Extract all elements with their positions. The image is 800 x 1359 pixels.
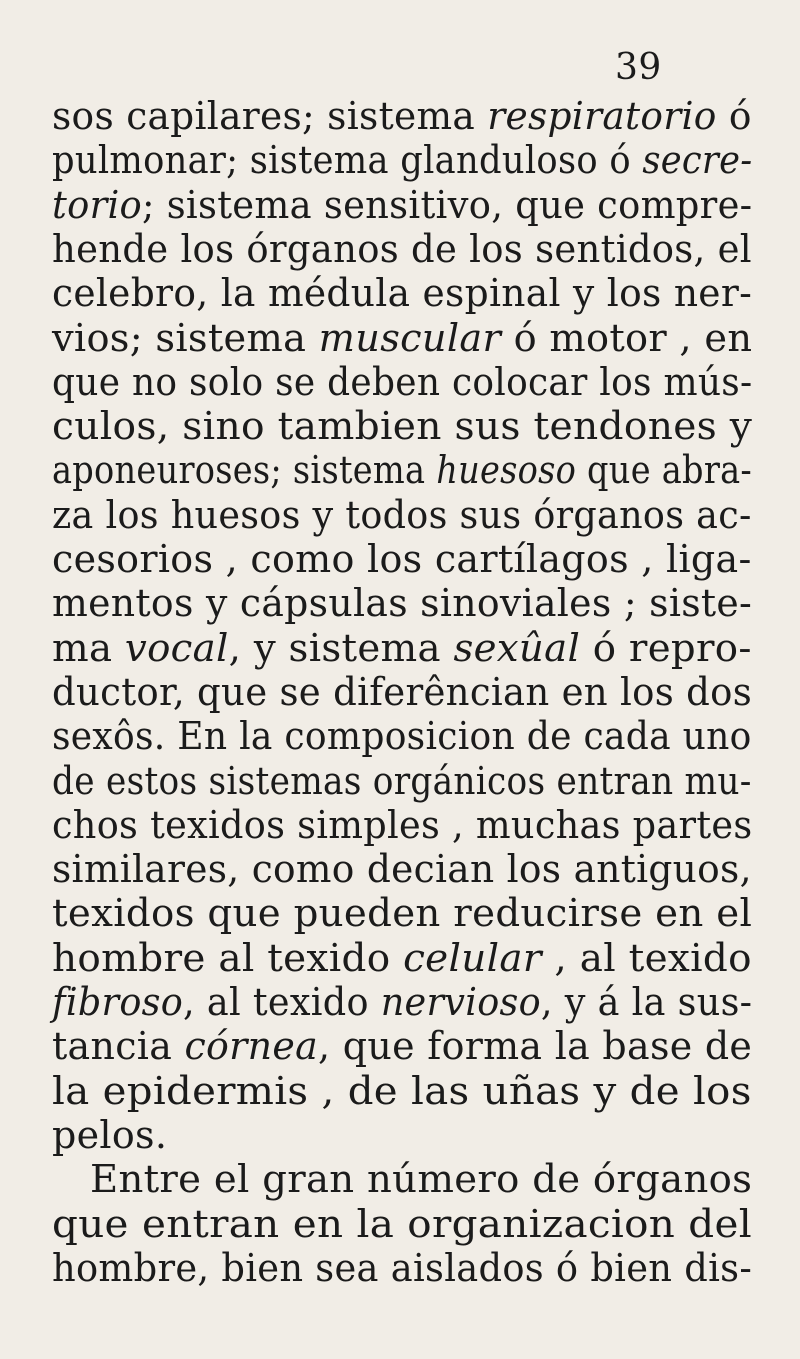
italic-term: sexûal [453,625,581,670]
text-segment: hende los órganos de los sentidos, el [52,226,752,271]
text-segment: , y sistema [228,625,454,670]
text-segment: chos texidos simples , muchas partes [52,802,753,847]
text-segment: aponeuroses; sistema [52,448,437,493]
text-segment: que entran en la organizacion del [52,1201,752,1246]
text-segment: , al texido [541,935,752,980]
text-segment: tancia [52,1024,185,1069]
text-segment: similares, como decian los antiguos, [52,847,752,892]
italic-term: respiratorio [487,94,717,138]
italic-term: torio [52,182,143,227]
italic-term: vocal [124,625,229,670]
text-segment: hombre, bien sea aislados ó bien dis- [52,1245,753,1290]
text-segment: ó motor , en [501,315,753,360]
text-segment: , que forma la base de [318,1024,753,1069]
text-segment: la epidermis , de las uñas y de los [52,1068,752,1113]
italic-term: secre- [642,138,753,183]
text-line [52,1242,752,1294]
text-segment: ma [52,625,125,670]
italic-term: fibroso [52,980,184,1024]
text-segment: mentos y cápsulas sinoviales ; siste- [52,581,753,626]
text-segment: so [52,94,95,138]
text-segment: cesorios , como los cartílagos , liga- [52,537,752,581]
text-segment: vios; sistema [52,315,319,360]
text-segment: texidos que pueden reducirse en el [52,891,753,936]
italic-term: muscular [318,315,502,360]
italic-term: nervioso [380,980,541,1024]
text-segment: ductor, que se diferêncian en los dos [52,669,753,714]
text-segment: que no solo se deben colocar los mús- [52,359,753,404]
text-segment: ó [716,94,752,138]
text-segment: ó repro- [580,625,752,670]
text-segment: Entre el gran número de órganos [90,1157,753,1202]
text-segment: za los huesos y todos sus órganos ac- [52,492,752,537]
text-segment: que abra- [576,448,753,493]
text-segment: pelos. [52,1112,168,1157]
page-number: 39 [615,47,662,88]
italic-term: celular [403,935,542,980]
text-segment: pulmonar; sistema glanduloso ó [52,138,643,183]
text-segment: culos, sino tambien sus tendones y [52,404,753,449]
text-segment: ; sistema sensitivo, que compre- [142,182,753,227]
italic-term: huesoso [436,448,577,493]
text-segment: s capilares; sistema [94,94,488,138]
text-segment: sexôs. En la composicion de cada uno [52,714,752,759]
italic-term: córnea [184,1024,319,1069]
text-segment: , y á la sus- [540,980,753,1024]
text-segment: de estos sistemas orgánicos entran mu- [52,758,752,803]
text-segment: , al texido [183,980,381,1024]
text-segment: hombre al texido [52,935,404,980]
text-segment: celebro, la médula espinal y los ner- [52,271,753,316]
